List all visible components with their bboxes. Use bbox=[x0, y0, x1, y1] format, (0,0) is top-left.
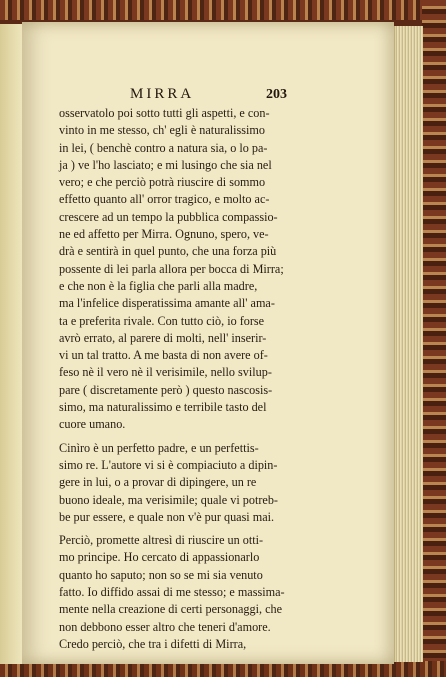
text-line: avrò errato, al parere di molti, nell' inserir- bbox=[59, 330, 267, 345]
text-line: feso nè il vero nè il verisimile, nello svilup- bbox=[59, 365, 272, 380]
text-line: cuore umano. bbox=[59, 417, 126, 432]
text-line: Cinìro è un perfetto padre, e un perfettis- bbox=[59, 440, 259, 455]
text-line: osservatolo poi sotto tutti gli aspetti, e con- bbox=[59, 106, 270, 120]
text-line: in lei, ( benchè contro a natura sia, o lo pa- bbox=[59, 140, 268, 155]
text-line: pare ( discretamente però ) questo nascosis- bbox=[59, 382, 273, 397]
text-line: gere in lui, o a provar di dipingere, un re bbox=[59, 475, 257, 490]
text-line: be pur essere, e quale non v'è pur quasi mai. bbox=[59, 509, 275, 524]
text-line: effetto quanto all' orror tragico, e molto ac- bbox=[59, 192, 270, 207]
text-line: Perciò, promette altresì di riuscire un otti- bbox=[59, 533, 264, 548]
text-line: vero; e che perciò potrà riuscire di sommo bbox=[59, 175, 266, 190]
running-header-title: MIRRA bbox=[130, 86, 195, 102]
text-line: simo re. L'autore vi si è compiaciuto a dipin- bbox=[59, 457, 278, 472]
text-line: vinto in me stesso, ch' egli è naturalissimo bbox=[59, 123, 265, 138]
page-number: 203 bbox=[266, 87, 287, 102]
text-line: mente nella creazione di certi personaggi, che bbox=[59, 602, 282, 617]
text-line: vi un tal tratto. A me basta di non avere of- bbox=[59, 348, 268, 363]
text-line: buono ideale, ma verisimile; quale vi potreb- bbox=[59, 492, 278, 507]
text-line: drà e sentirà in quel punto, che una forza più bbox=[59, 244, 277, 259]
decorative-top-border bbox=[0, 0, 446, 20]
text-line: ne ed affetto per Mirra. Ognuno, spero, ve- bbox=[59, 227, 269, 242]
text-line: non debbono esser altro che teneri d'amore. bbox=[59, 619, 271, 634]
text-line: e che non è la figlia che parli alla madre, bbox=[59, 278, 258, 293]
text-line: ja ) ve l'ho lasciato; e mi lusingo che sia nel bbox=[59, 157, 272, 172]
text-line: quanto ho saputo; non so se mi sia venuto bbox=[59, 567, 263, 582]
body-text bbox=[59, 105, 389, 653]
text-line: possente di lei parla allora per bocca di Mirra; bbox=[59, 261, 284, 276]
left-page-edge bbox=[0, 24, 23, 664]
decorative-right-border bbox=[422, 0, 446, 677]
text-line: ma l'infelice disperatissima amante all' ama- bbox=[59, 296, 275, 311]
text-line: Credo perciò, che tra i difetti di Mirra, bbox=[59, 636, 247, 651]
text-line: ta e preferita rivale. Con tutto ciò, io forse bbox=[59, 313, 265, 328]
text-line: mo principe. Ho cercato di appassionarlo bbox=[59, 550, 260, 565]
text-line: fatto. Io diffido assai di me stesso; e massima- bbox=[59, 585, 285, 600]
text-line: simo, ma naturalissimo e terribile tasto del bbox=[59, 400, 267, 415]
text-line: crescere ad un tempo la pubblica compassio- bbox=[59, 209, 278, 224]
page-stack-edges bbox=[394, 26, 423, 662]
